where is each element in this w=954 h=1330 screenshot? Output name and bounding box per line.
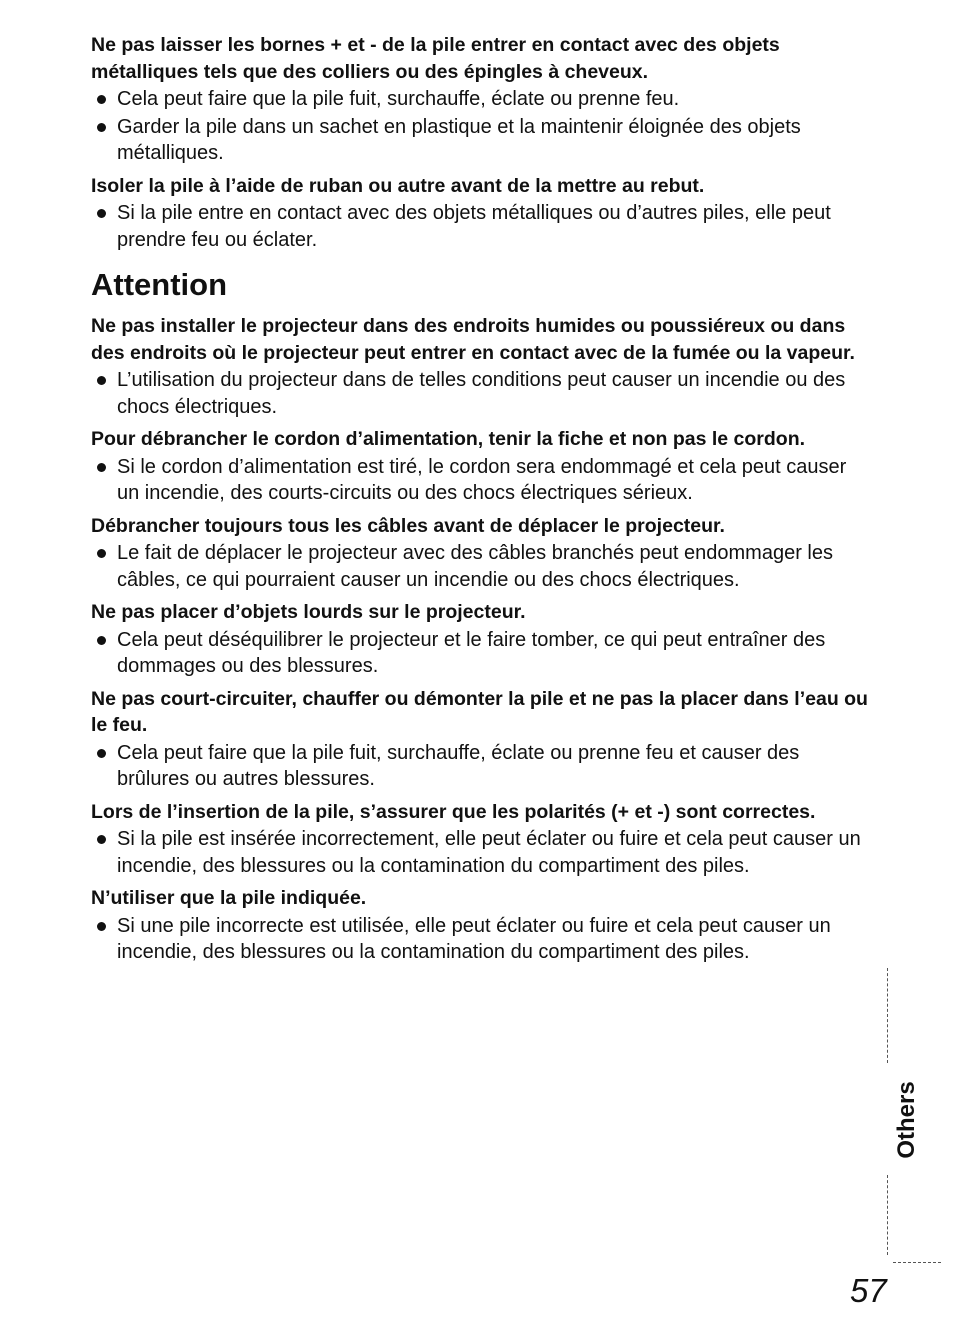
bullet-dot-icon xyxy=(97,749,106,758)
bullet-text: Cela peut faire que la pile fuit, surchauffe, éclate ou prenne feu. xyxy=(117,88,680,110)
bullet-dot-icon xyxy=(97,636,106,645)
bullet-item xyxy=(91,913,871,966)
warning-text: Ne pas installer le projecteur dans des endroits humides ou poussiéreux ou dans des endroits où le projecteur peut entrer en contact avec de la fumée ou la vapeur. xyxy=(91,315,855,364)
bullet-text: Si la pile est insérée incorrectement, elle peut éclater ou fuire et cela peut causer un incendie, des blessures ou la contamination du compartiment des piles. xyxy=(117,828,861,877)
warning-block xyxy=(91,426,871,507)
bullet-text: Si une pile incorrecte est utilisée, elle peut éclater ou fuire et cela peut causer un incendie, des blessures ou la contamination du compartiment des piles. xyxy=(117,914,831,963)
bullet-item xyxy=(91,454,871,507)
warning-text: Ne pas laisser les bornes + et - de la pile entrer en contact avec des objets métalliques tels que des colliers ou des épingles à cheveux. xyxy=(91,34,780,83)
warning-block xyxy=(91,513,871,594)
warning-block xyxy=(91,686,871,793)
bullet-dot-icon xyxy=(97,549,106,558)
bullet-item xyxy=(91,627,871,680)
warning-text: Débrancher toujours tous les câbles avant de déplacer le projecteur. xyxy=(91,514,725,537)
sidebar-divider xyxy=(887,1175,888,1255)
bullet-text: Cela peut faire que la pile fuit, surchauffe, éclate ou prenne feu et causer des brûlures ou autres blessures. xyxy=(117,741,800,790)
warning-block xyxy=(91,173,871,254)
bullet-dot-icon xyxy=(97,463,106,472)
bullet-dot-icon xyxy=(97,123,106,132)
bullet-text: Cela peut déséquilibrer le projecteur et le faire tomber, ce qui peut entraîner des dommages ou des blessures. xyxy=(117,628,826,677)
warning-text: N’utiliser que la pile indiquée. xyxy=(91,887,367,909)
warning-text: Isoler la pile à l’aide de ruban ou autre avant de la mettre au rebut. xyxy=(91,174,705,197)
bullet-text: Garder la pile dans un sachet en plastique et la maintenir éloignée des objets métalliques. xyxy=(117,115,801,164)
warning-block xyxy=(91,313,871,420)
bullet-item xyxy=(91,826,871,879)
warning-text: Ne pas court-circuiter, chauffer ou démonter la pile et ne pas la placer dans l’eau ou le feu. xyxy=(91,687,868,736)
bullet-text: Le fait de déplacer le projecteur avec des câbles branchés peut endommager les câbles, ce qui pourraient causer un incendie ou des chocs électriques. xyxy=(117,542,833,591)
page-number: 57 xyxy=(850,1272,887,1309)
bullet-item xyxy=(91,367,871,420)
warning-block xyxy=(91,799,871,880)
section-tab-label: Others xyxy=(893,1081,920,1159)
section-tab xyxy=(889,1070,925,1170)
warning-block xyxy=(91,599,871,680)
warning-text: Pour débrancher le cordon d’alimentation, tenir la fiche et non pas le cordon. xyxy=(91,428,806,450)
warning-block xyxy=(91,885,871,966)
bullet-text: Si la pile entre en contact avec des objets métalliques ou d’autres piles, elle peut prendre feu ou éclater. xyxy=(117,202,831,251)
footer-divider xyxy=(893,1262,941,1263)
page-content xyxy=(91,32,871,966)
bullet-item xyxy=(91,200,871,253)
sidebar-divider xyxy=(887,968,888,1063)
bullet-dot-icon xyxy=(97,922,106,931)
bullet-item xyxy=(91,86,871,113)
bullet-dot-icon xyxy=(97,95,106,104)
warning-text: Ne pas placer d’objets lourds sur le projecteur. xyxy=(91,601,526,623)
bullet-dot-icon xyxy=(97,209,106,218)
warning-block xyxy=(91,32,871,167)
bullet-text: L’utilisation du projecteur dans de telles conditions peut causer un incendie ou des chocs électriques. xyxy=(117,369,846,418)
warning-text: Lors de l’insertion de la pile, s’assurer que les polarités (+ et -) sont correctes. xyxy=(91,800,816,823)
bullet-dot-icon xyxy=(97,835,106,844)
attention-heading: Attention xyxy=(91,267,228,302)
bullet-text: Si le cordon d’alimentation est tiré, le cordon sera endommagé et cela peut causer un incendie, des courts-circuits ou des chocs électriques sérieux. xyxy=(117,455,847,504)
bullet-dot-icon xyxy=(97,376,106,385)
bullet-item xyxy=(91,540,871,593)
bullet-item xyxy=(91,740,871,793)
bullet-item xyxy=(91,114,871,167)
